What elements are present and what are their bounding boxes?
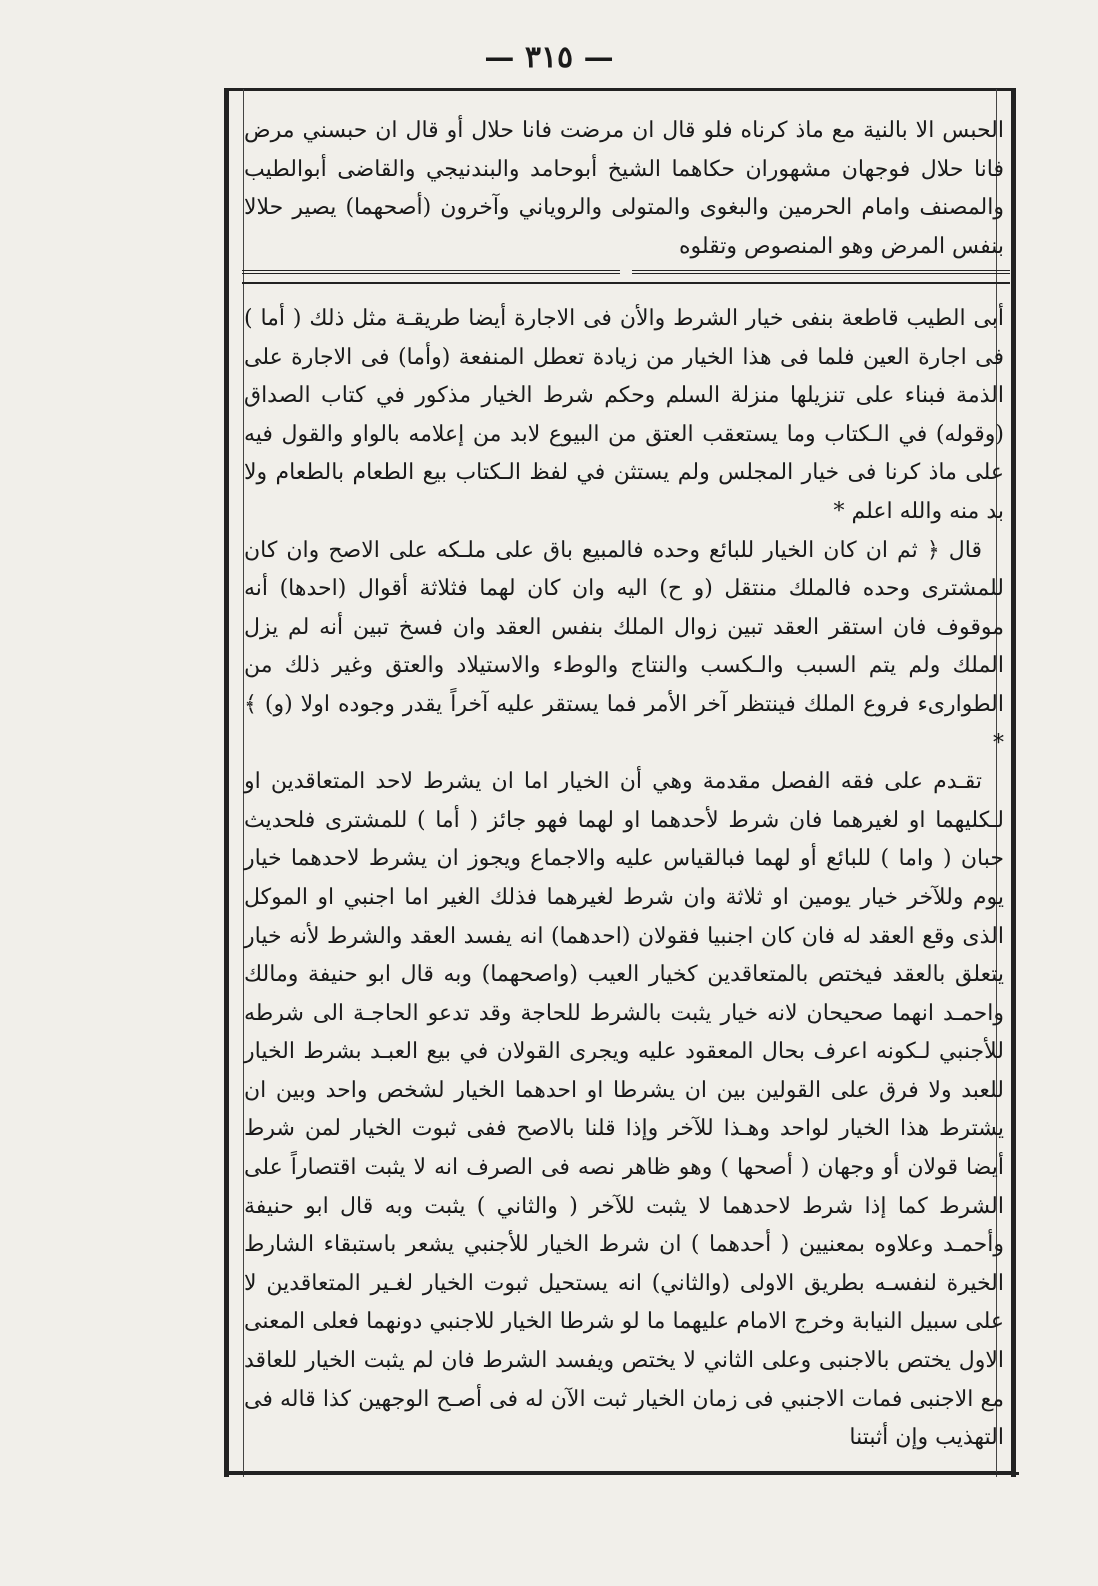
frame-bottom-rule (224, 1472, 1019, 1475)
sharh-paragraph-2: قال ﴿ ثم ان كان الخيار للبائع وحده فالمبيع باق على ملـكه على الاصح وان كان للمشترى وحده فالملك منتقل (و ح) اليه وان كان لهما فثلاثة أقوال (احدها) أنه موقوف فان استقر العقد تبين زوال الملك بنفس العقد وان فسخ تبين أنه لم يزل الملك ولم يتم السبب والـكسب والنتاج والوطء والاستيلاد والعتق وغير ذلك من الطوارىء فروع الملك فينتظر آخر الأمر فما يستقر عليه آخراً يقدر وجوده اولا (و) ﴾ * (244, 537, 1004, 756)
divider-rule-right (632, 270, 1010, 274)
divider-rule-full (242, 282, 1010, 284)
matn-paragraph: الحبس الا بالنية مع ماذ كرناه فلو قال ان مرضت فانا حلال أو قال ان حبسني مرض فانا حلال فوجهان مشهوران حكاهما الشيخ أبوحامد والبندنيجي والقاضى أبوالطيب والمصنف وامام الحرمين والبغوى والمتولى والروياني وآخرون (أصحهما) يصير حلالا بنفس المرض وهو المنصوص وتقلوه (244, 118, 1005, 259)
section-divider (242, 270, 1010, 284)
matn-text-block (244, 112, 1004, 272)
sharh-paragraph-3: تقـدم على فقه الفصل مقدمة وهي أن الخيار اما ان يشرط لاحد المتعاقدين او لـكليهما او لغيرهما فان شرط لأحدهما او لهما فهو جائز ( أما ) للمشترى فلحديث حبان ( واما ) للبائع أو لهما فبالقياس عليه والاجماع ويجوز ان يشرط لاحدهما خيار يوم وللآخر خيار يومين او ثلاثة وان شرط لغيرهما فذلك الغير اما اجنبي او الموكل الذى وقع العقد له فان كان اجنبيا فقولان (احدهما) انه يفسد العقد والشرط لأنه خيار يتعلق بالعقد فيختص بالمتعاقدين كخيار العيب (واصحهما) وبه قال ابو حنيفة ومالك واحمـد انهما صحيحان لانه خيار يثبت بالشرط للحاجة وقد تدعو الحاجـة الى شرطه للأجنبي لـكونه اعرف بحال المعقود عليه ويجرى القولان في بيع العبـد بشرط الخيار للعبد ولا فرق على القولين بين ان يشرطا او احدهما الخيار لشخص واحد وبين ان يشترط هذا الخيار لواحد وهـذا للآخر وإذا قلنا بالاصح ففى ثبوت الخيار لمن شرط أيضا قولان أو وجهان ( أصحها ) وهو ظاهر نصه فى الصرف انه لا يثبت اقتصاراً على الشرط كما إذا شرط لاحدهما لا يثبت للآخر ( والثاني ) يثبت وبه قال ابو حنيفة وأحمـد وعلاوه بمعنيين ( أحدهما ) ان شرط الخيار للأجنبي يشعر باستبقاء الشارط الخيرة لنفسـه بطريق الاولى (والثاني) انه يستحيل ثبوت الخيار لغـير المتعاقدين لا على سبيل النيابة وخرج الامام عليهما ما لو شرطا الخيار للاجنبي دونهما فعلى المعنى الاول يختص بالاجنبى وعلى الثاني لا يختص ويفسد الشرط فان لم يثبت الخيار للعاقد مع الاجنبى فمات الاجنبي فى زمان الخيار ثبت الآن له فى أصـح الوجهين كذا قاله فى التهذيب وإن أثبتنا (244, 769, 1004, 1451)
sharh-paragraph-1: أبى الطيب قاطعة بنفى خيار الشرط والأن فى الاجارة أيضا طريقـة مثل ذلك ( أما ) فى اجارة العين فلما فى هذا الخيار من زيادة تعطل المنفعة (وأما) فى الاجارة على الذمة فبناء على تنزيلها منزلة السلم وحكم شرط الخيار مذكور في كتاب الصداق (وقوله) في الـكتاب وما يستعقب العتق من البيوع لابد من إعلامه بالواو والقول فيه على ماذ كرنا فى خيار المجلس ولم يستثن في لفظ الـكتاب بيع الطعام بالطعام ولا بد منه والله اعلم * (244, 306, 1004, 524)
page-number: — ٣١٥ — (484, 40, 614, 75)
divider-rule-left (242, 270, 620, 274)
sharh-text-block (244, 300, 1004, 1465)
